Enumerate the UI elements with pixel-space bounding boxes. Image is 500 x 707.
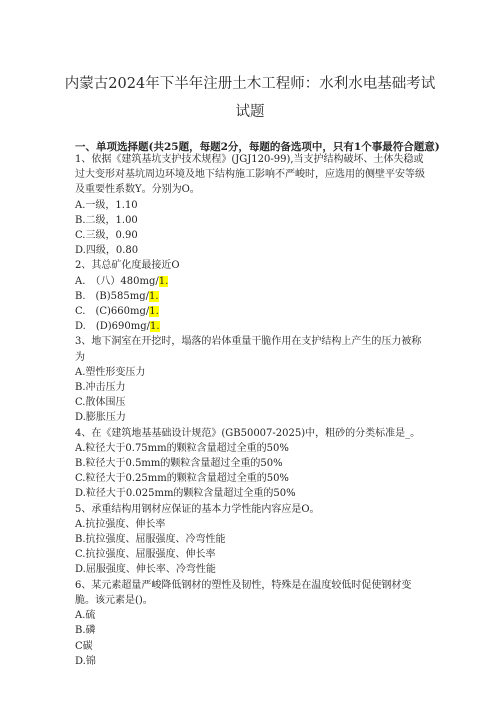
- question-1-option-a: A.一级，1.10: [75, 199, 138, 211]
- question-3-stem: 3、地下洞室在开挖时，塌落的岩体重量干脆作用在支护结构上产生的压力被称为: [75, 336, 422, 363]
- question-4-option-b: B.粒径大于0.5mm的颗粒含量超过全重的50%: [75, 458, 283, 470]
- question-1-option-c: C.三级，0.90: [75, 230, 138, 242]
- question-6-option-d: D.锦: [75, 655, 96, 667]
- question-2-option-c: C. (C)660mg/1.: [75, 306, 159, 318]
- document-title-line1: 内蒙古2024年下半年注册土木工程师：水利水电基础考试: [64, 76, 436, 92]
- question-4-stem: 4、在《建筑地基基础设计规范》(GB50007-2025)中，粗砂的分类标准是_。: [75, 427, 421, 439]
- question-2-option-b: B. (B)585mg/1.: [75, 290, 159, 302]
- question-6-option-c: C碳: [75, 640, 93, 652]
- question-1-option-d: D.四级，0.80: [75, 245, 139, 257]
- highlight-mark: 1.: [149, 290, 159, 302]
- question-5-option-d: D.屈服强度、伸长率、冷弯性能: [75, 564, 216, 576]
- question-6-option-b: B.磷: [75, 625, 96, 637]
- highlight-mark: 1.: [150, 321, 160, 333]
- question-3-option-d: D.膨胀压力: [75, 412, 126, 424]
- question-6-option-a: A.硫: [75, 610, 96, 622]
- question-4-option-c: C.粒径大于0.25mm的颗粒含量超过全重的50%: [75, 473, 289, 485]
- question-3-option-c: C.散体围压: [75, 397, 126, 409]
- highlight-mark: 1.: [149, 306, 159, 318]
- question-5-option-c: C.抗拉强度、屈服强度、伸长率: [75, 549, 216, 561]
- question-2-option-a: A. （八）480mg/1.: [75, 275, 169, 287]
- question-1-option-b: B.二级，1.00: [75, 214, 138, 226]
- section-heading: 一、单项选择题(共25题，每题2分，每题的备选项中，只有1个事最符合题意): [75, 141, 440, 153]
- question-2-stem: 2、其总矿化度最接近O: [75, 260, 180, 272]
- question-1-stem: 1、依据《建筑基坑支护技术规程》(JGJ120-99),当支护结构破坏、土体失稳或过大变形对基坑周边环境及地下结构施工影响不严峻时，应选用的侧壁平安等级及重要性系数Y。分别为O。: [75, 154, 425, 196]
- question-6-stem: 6、某元素超量严峻降低钢材的塑性及韧性，特殊是在温度较低时促使钢材变脆。该元素是()。: [75, 579, 412, 606]
- question-5-stem: 5、承重结构用钢材应保证的基本力学性能内容应是O。: [75, 503, 320, 515]
- question-5-option-b: B.抗拉强度、屈服强度、冷弯性能: [75, 534, 226, 546]
- question-4-option-a: A.粒径大于0.75mm的颗粒含量超过全重的50%: [75, 442, 289, 454]
- document-title-line2: 试题: [235, 104, 265, 120]
- question-3-option-a: A.塑性形变压力: [75, 366, 146, 378]
- question-4-option-d: D.粒径大于0.025mm的颗粒含量超过全重的50%: [75, 488, 296, 500]
- highlight-mark: 1.: [158, 275, 169, 287]
- question-2-option-d: D. (D)690mg/1.: [75, 321, 160, 333]
- question-5-option-a: A.抗拉强度、伸长率: [75, 518, 166, 530]
- question-3-option-b: B.冲击压力: [75, 382, 126, 394]
- question-list: [75, 152, 430, 669]
